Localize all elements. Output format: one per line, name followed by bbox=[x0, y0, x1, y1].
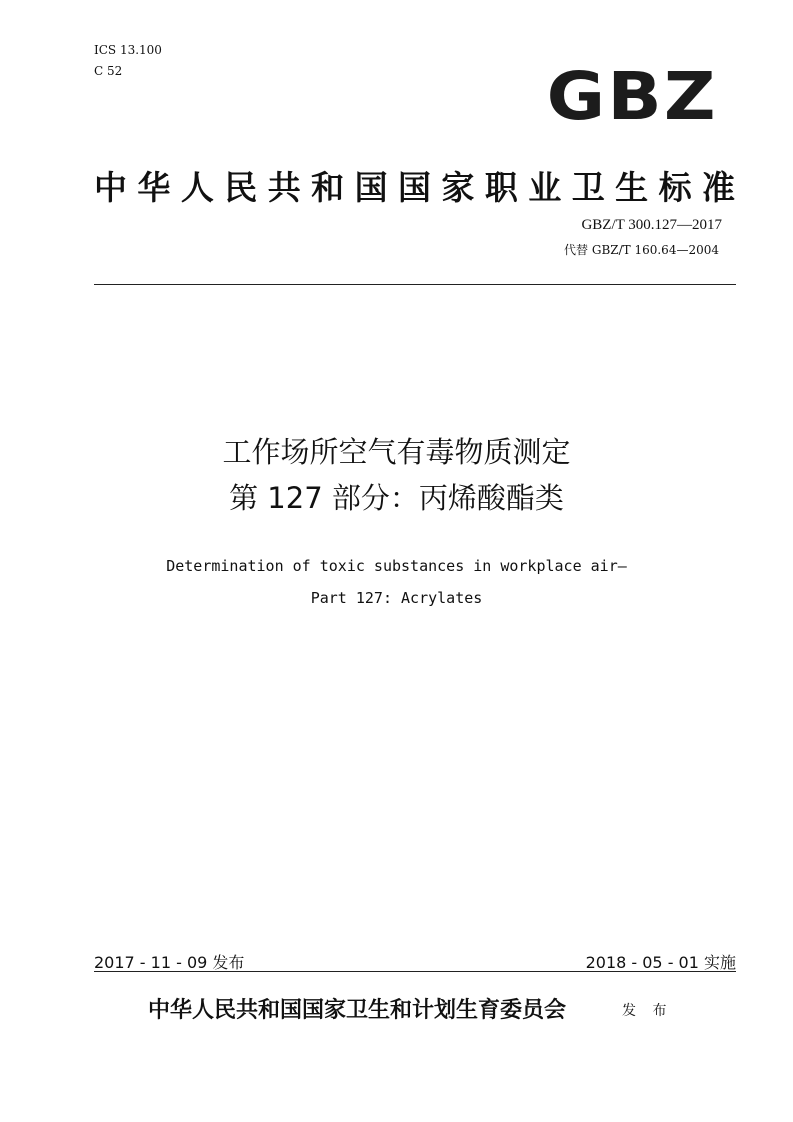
footer-divider bbox=[94, 971, 736, 972]
implementation-date: 2018 - 05 - 01 实施 bbox=[585, 953, 736, 972]
chinese-title-line-2: 第 127 部分：丙烯酸酯类 bbox=[229, 481, 564, 515]
issue-date: 2017 - 11 - 09 发布 bbox=[94, 953, 245, 972]
issue-label: 发 布 bbox=[622, 1003, 673, 1019]
ccs-code: C 52 bbox=[94, 64, 123, 78]
standard-category-title: 中华人民共和国国家职业卫生标准 bbox=[94, 168, 736, 207]
chinese-title-line-1: 工作场所空气有毒物质测定 bbox=[222, 435, 571, 469]
issuing-authority: 中华人民共和国国家卫生和计划生育委员会 bbox=[148, 997, 567, 1023]
gbz-logo bbox=[532, 57, 732, 135]
classification-codes bbox=[94, 40, 162, 82]
gbz-logo-text: GBZ bbox=[546, 57, 718, 135]
replaced-standard: 代替 GBZ/T 160.64—2004 bbox=[564, 243, 719, 257]
english-title-line-1: Determination of toxic substances in workplace air— bbox=[166, 557, 627, 575]
english-title-line-2: Part 127: Acrylates bbox=[310, 589, 483, 607]
header-divider bbox=[94, 284, 736, 285]
ics-code: ICS 13.100 bbox=[94, 43, 162, 57]
standard-code: GBZ/T 300.127—2017 bbox=[581, 217, 722, 233]
